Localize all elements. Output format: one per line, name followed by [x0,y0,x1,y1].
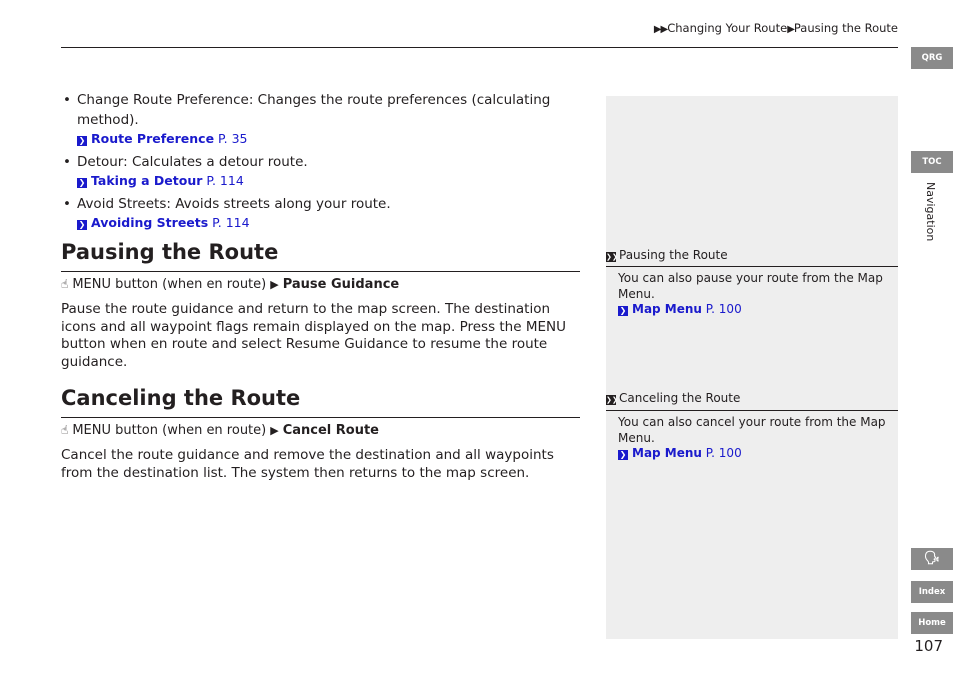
section-label-navigation: Navigation [924,182,937,242]
breadcrumb-item-changing-route[interactable]: Changing Your Route [667,21,788,35]
tab-toc[interactable]: TOC [911,151,953,173]
list-term: Detour [77,154,124,170]
list-desc: : Changes the route preferences (calculating method). [77,92,551,128]
xref-route-preference[interactable]: ❯ Route Preference P. 35 [78,131,248,146]
xref-arrow-icon: ❯ [78,136,86,145]
side-notes-panel [606,96,898,639]
xref-avoiding-streets[interactable]: ❯ Avoiding Streets P. 114 [78,215,250,230]
breadcrumb-arrow-icon: ▶▶ [653,24,668,35]
arrow-right-icon: ▶ [270,278,279,291]
list-item [61,90,591,148]
hand-icon: ☝ [61,277,69,291]
tab-home[interactable]: Home [911,612,953,634]
xref-arrow-icon: ❯ [78,178,86,187]
voice-command-icon: 🗣 [923,551,941,566]
tab-index[interactable]: Index [911,581,953,603]
term-resume-guidance: Resume Guidance [285,336,409,352]
menu-path-pausing: ☝ MENU button (when en route) ▶ Pause Guidance [61,277,400,292]
section-rule [61,271,580,272]
list-term: Change Route Preference [77,92,249,108]
section-rule [61,417,580,418]
side-note-text-canceling: You can also cancel your route from the Map Menu. [618,415,886,445]
list-desc: : Avoids streets along your route. [166,196,391,212]
section-title-canceling: Canceling the Route [61,386,301,410]
side-note-head-pausing: ❯❯Pausing the Route [606,248,728,262]
list-item [61,194,591,232]
list-term: Avoid Streets [77,196,167,212]
xref-taking-detour[interactable]: ❯ Taking a Detour P. 114 [78,173,244,188]
xref-arrow-icon: ❯ [619,450,627,459]
side-note-head-canceling: ❯❯Canceling the Route [606,391,741,405]
section-title-pausing: Pausing the Route [61,240,279,264]
xref-arrow-icon: ❯ [619,306,627,315]
side-rule [606,410,898,411]
xref-map-menu[interactable]: ❯ Map Menu P. 100 [619,446,742,460]
tab-voice-command[interactable] [911,548,953,570]
xref-map-menu[interactable]: ❯ Map Menu P. 100 [619,302,742,316]
breadcrumb-arrow-icon: ▶ [787,24,794,35]
side-rule [606,266,898,267]
note-box-icon: ❯❯ [606,253,618,261]
pausing-body: Pause the route guidance and return to the map screen. The destination icons and all waypoint flags remain displayed on the map. Press the MENU button when en route and select Resume Guidance to resume the route guidance. [61,301,566,370]
option-list [61,90,591,236]
hand-icon: ☝ [61,423,69,437]
page-number: 107 [914,637,943,655]
canceling-body: Cancel the route guidance and remove the destination and all waypoints from the destination list. The system then returns to the map screen. [61,447,554,481]
side-note-text-pausing: You can also pause your route from the Map Menu. [618,271,883,301]
header-rule [61,47,898,48]
breadcrumb [654,21,898,35]
menu-path-canceling: ☝ MENU button (when en route) ▶ Cancel Route [61,423,380,438]
list-item [61,152,591,190]
tab-qrg[interactable]: QRG [911,47,953,69]
note-box-icon: ❯❯ [606,396,618,404]
arrow-right-icon: ▶ [270,424,279,437]
xref-arrow-icon: ❯ [78,220,86,229]
breadcrumb-item-pausing-route: Pausing the Route [793,21,898,35]
list-desc: : Calculates a detour route. [123,154,308,170]
